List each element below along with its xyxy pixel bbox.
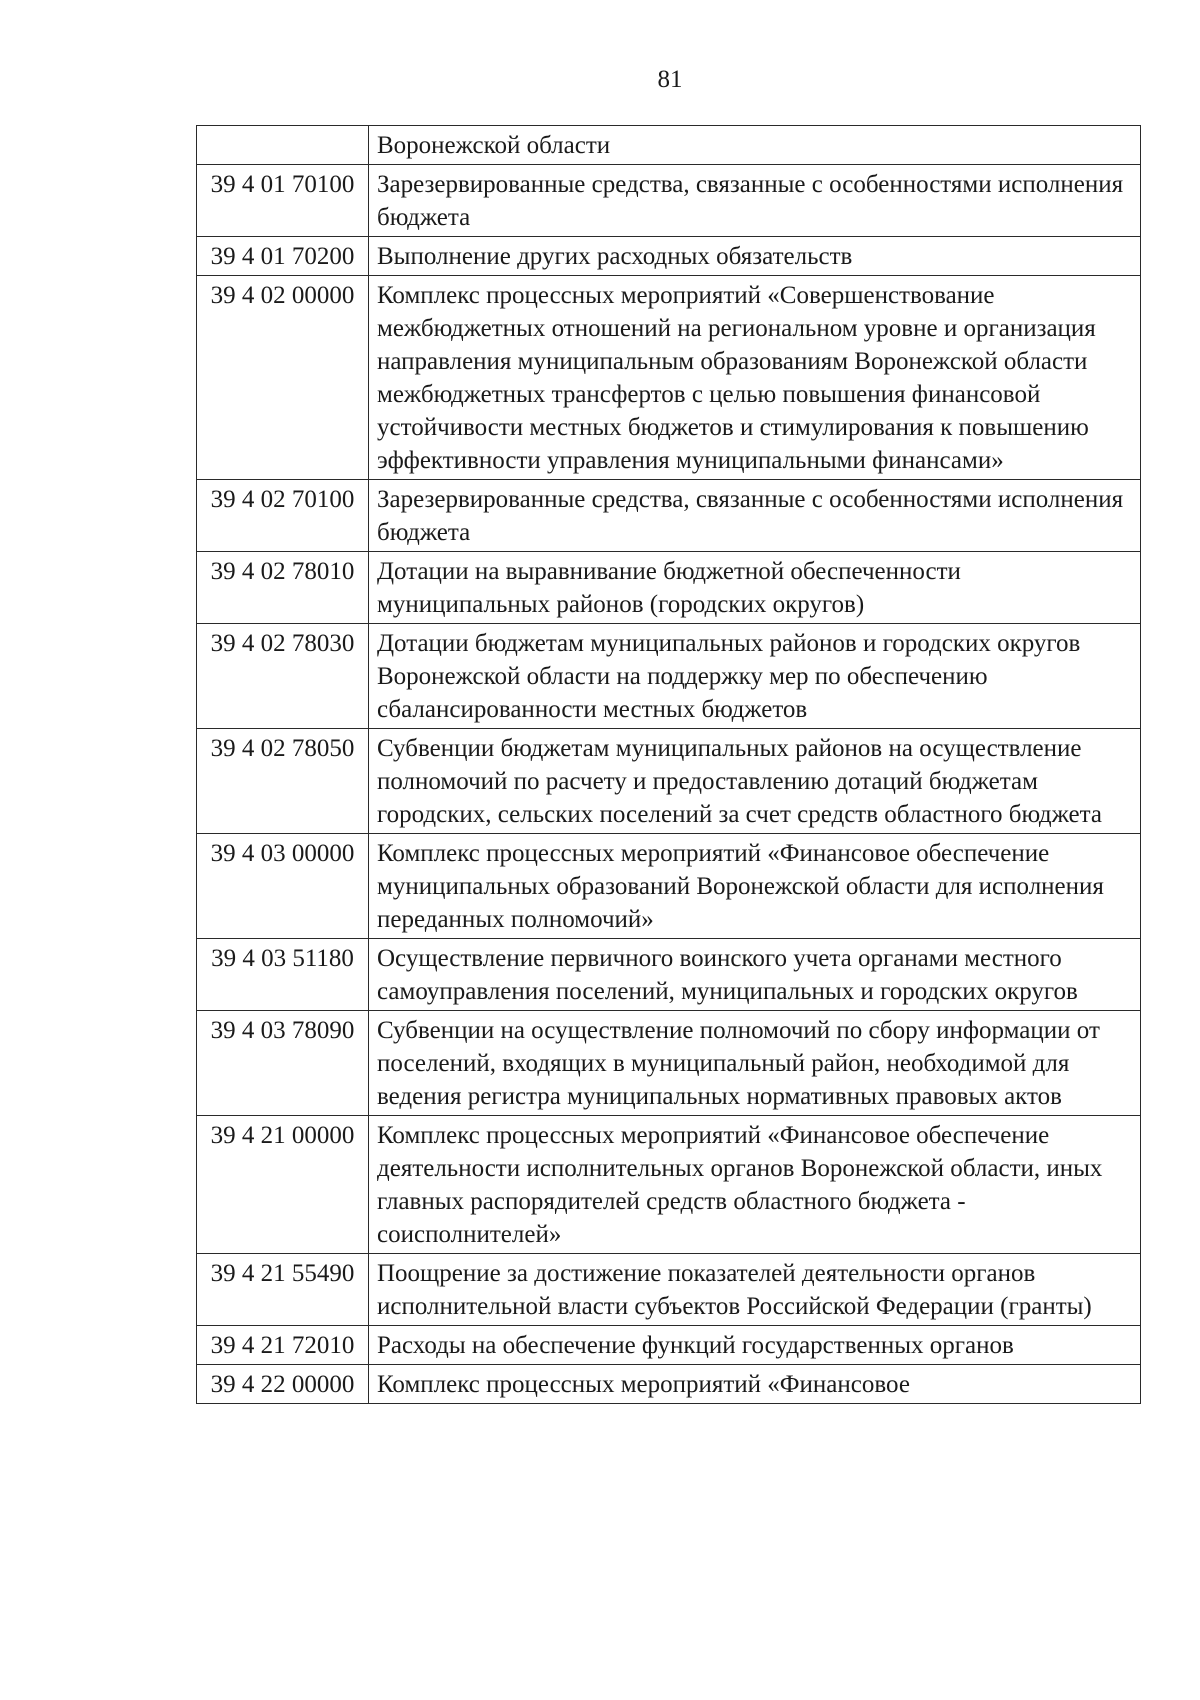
- row-description: Субвенции бюджетам муниципальных районов на осуществление полномочий по расчету и предоставлению дотаций бюджетам городских, сельских поселений за счет средств областного бюджета: [369, 729, 1141, 834]
- row-description: Расходы на обеспечение функций государственных органов: [369, 1326, 1141, 1365]
- table-row: [197, 1365, 1141, 1404]
- table-row: [197, 729, 1141, 834]
- table-row: [197, 126, 1141, 165]
- row-description: Комплекс процессных мероприятий «Совершенствование межбюджетных отношений на региональном уровне и организация направления муниципальным образованиям Воронежской области межбюджетных трансфертов с целью повышения финансовой устойчивости местных бюджетов и стимулирования к повышению эффективности управления муниципальными финансами»: [369, 276, 1141, 480]
- row-description: Выполнение других расходных обязательств: [369, 237, 1141, 276]
- row-code: 39 4 02 78050: [197, 729, 369, 834]
- row-code: 39 4 21 72010: [197, 1326, 369, 1365]
- row-description: Зарезервированные средства, связанные с особенностями исполнения бюджета: [369, 480, 1141, 552]
- table-row: [197, 1116, 1141, 1254]
- row-code: 39 4 21 55490: [197, 1254, 369, 1326]
- row-code: 39 4 02 78010: [197, 552, 369, 624]
- table-row: [197, 237, 1141, 276]
- row-code: 39 4 02 78030: [197, 624, 369, 729]
- row-code: 39 4 21 00000: [197, 1116, 369, 1254]
- table-body: [197, 126, 1141, 1404]
- row-description: Воронежской области: [369, 126, 1141, 165]
- row-code: [197, 126, 369, 165]
- table-row: [197, 1011, 1141, 1116]
- table-row: [197, 1254, 1141, 1326]
- table-row: [197, 552, 1141, 624]
- row-description: Поощрение за достижение показателей деятельности органов исполнительной власти субъектов Российской Федерации (гранты): [369, 1254, 1141, 1326]
- row-code: 39 4 02 00000: [197, 276, 369, 480]
- row-description: Осуществление первичного воинского учета органами местного самоуправления поселений, муниципальных и городских округов: [369, 939, 1141, 1011]
- row-code: 39 4 22 00000: [197, 1365, 369, 1404]
- row-code: 39 4 01 70200: [197, 237, 369, 276]
- table-row: [197, 165, 1141, 237]
- budget-classification-table: [196, 125, 1141, 1404]
- row-code: 39 4 03 51180: [197, 939, 369, 1011]
- row-code: 39 4 03 78090: [197, 1011, 369, 1116]
- table-row: [197, 624, 1141, 729]
- row-description: Дотации на выравнивание бюджетной обеспеченности муниципальных районов (городских округов): [369, 552, 1141, 624]
- row-description: Комплекс процессных мероприятий «Финансовое: [369, 1365, 1141, 1404]
- row-description: Субвенции на осуществление полномочий по сбору информации от поселений, входящих в муниципальный район, необходимой для ведения регистра муниципальных нормативных правовых актов: [369, 1011, 1141, 1116]
- row-code: 39 4 02 70100: [197, 480, 369, 552]
- row-description: Зарезервированные средства, связанные с особенностями исполнения бюджета: [369, 165, 1141, 237]
- table-row: [197, 834, 1141, 939]
- row-description: Комплекс процессных мероприятий «Финансовое обеспечение муниципальных образований Воронежской области для исполнения переданных полномочий»: [369, 834, 1141, 939]
- table-row: [197, 1326, 1141, 1365]
- page-number: 81: [657, 66, 683, 93]
- table-row: [197, 939, 1141, 1011]
- table-row: [197, 480, 1141, 552]
- row-description: Дотации бюджетам муниципальных районов и городских округов Воронежской области на поддержку мер по обеспечению сбалансированности местных бюджетов: [369, 624, 1141, 729]
- row-description: Комплекс процессных мероприятий «Финансовое обеспечение деятельности исполнительных органов Воронежской области, иных главных распорядителей средств областного бюджета - соисполнителей»: [369, 1116, 1141, 1254]
- table-row: [197, 276, 1141, 480]
- row-code: 39 4 03 00000: [197, 834, 369, 939]
- row-code: 39 4 01 70100: [197, 165, 369, 237]
